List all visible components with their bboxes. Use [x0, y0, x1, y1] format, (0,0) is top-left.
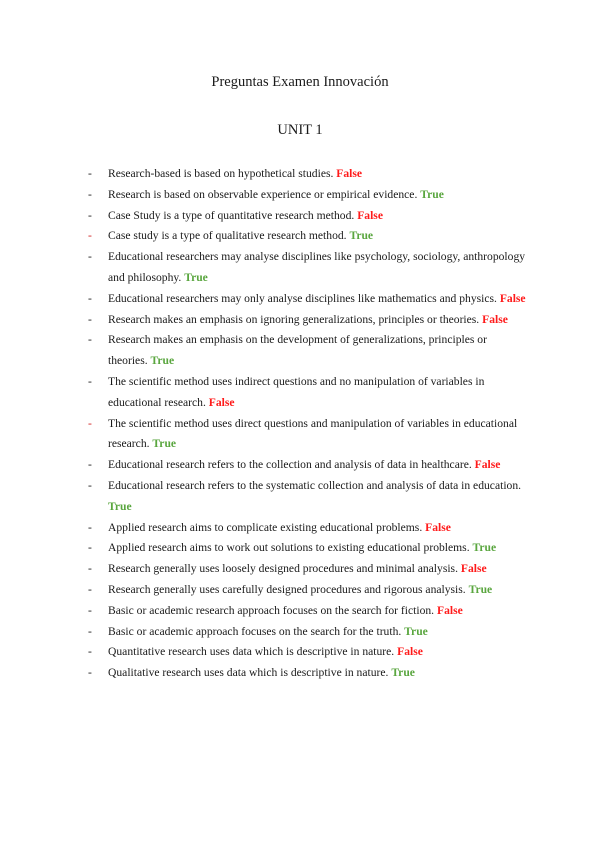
answer-false: False — [482, 312, 508, 326]
list-item — [88, 476, 528, 518]
question-text: Applied research aims to work out solutions to existing educational problems. — [108, 541, 473, 555]
question-text: Research makes an emphasis on the development of generalizations, principles or theories. — [108, 333, 487, 368]
bullet-dash: - — [88, 541, 92, 555]
bullet-dash: - — [88, 603, 92, 617]
bullet-dash: - — [88, 562, 92, 576]
bullet-dash: - — [88, 624, 92, 638]
answer-false: False — [460, 562, 487, 576]
answer-false: False — [208, 395, 235, 409]
question-text: Research-based is based on hypothetical studies. — [108, 167, 337, 180]
question-text: Educational research refers to the systematic collection and analysis of data in education. — [108, 478, 522, 492]
list-item — [88, 206, 528, 227]
bullet-dash: - — [88, 208, 92, 222]
answer-false: False — [499, 291, 526, 305]
question-text: Research is based on observable experience or empirical evidence. — [108, 187, 421, 201]
answer-false: False — [474, 458, 501, 472]
bullet-dash: - — [88, 582, 92, 596]
list-item — [88, 622, 528, 643]
list-item — [88, 601, 528, 622]
list-item — [88, 164, 528, 185]
list-item — [88, 185, 528, 206]
list-item — [88, 310, 528, 331]
answer-true: True — [152, 437, 177, 451]
answer-true: True — [472, 541, 497, 555]
list-item — [88, 663, 528, 684]
answer-true: True — [184, 270, 208, 284]
bullet-dash: - — [88, 416, 92, 430]
question-list — [88, 164, 528, 684]
answer-true: True — [468, 582, 493, 596]
bullet-dash: - — [88, 312, 92, 326]
list-item — [88, 414, 528, 456]
bullet-dash: - — [88, 520, 92, 534]
question-text: Educational researchers may analyse disciplines like psychology, sociology, anthropology and philosophy. — [108, 250, 526, 284]
list-item — [88, 289, 528, 310]
bullet-dash: - — [88, 645, 92, 659]
list-item — [88, 226, 528, 247]
answer-true: True — [108, 499, 132, 513]
question-text: Case study is a type of qualitative research method. — [108, 229, 350, 243]
question-text: Case Study is a type of quantitative research method. — [108, 208, 358, 222]
bullet-dash: - — [88, 291, 92, 305]
bullet-dash: - — [88, 187, 92, 201]
document-title: Preguntas Examen Innovación — [211, 74, 389, 90]
answer-true: True — [420, 187, 444, 201]
list-item — [88, 455, 528, 476]
answer-true: True — [404, 624, 428, 638]
answer-false: False — [357, 208, 383, 222]
question-text: Research makes an emphasis on ignoring generalizations, principles or theories. — [108, 312, 483, 326]
list-item — [88, 518, 528, 539]
list-item — [88, 642, 528, 663]
bullet-dash: - — [88, 333, 92, 347]
answer-true: True — [150, 354, 175, 368]
question-text: The scientific method uses indirect questions and no manipulation of variables in educational research. — [108, 374, 485, 409]
list-item — [88, 538, 528, 559]
answer-true: True — [349, 229, 374, 243]
bullet-dash: - — [88, 167, 92, 180]
answer-false: False — [336, 167, 363, 180]
question-text: Educational research refers to the collection and analysis of data in healthcare. — [108, 458, 475, 472]
question-text: Basic or academic approach focuses on the search for the truth. — [108, 624, 405, 638]
list-item — [88, 330, 528, 372]
answer-true: True — [391, 666, 415, 680]
question-text: Quantitative research uses data which is descriptive in nature. — [108, 645, 398, 659]
question-text: Qualitative research uses data which is descriptive in nature. — [108, 666, 392, 680]
question-text: Research generally uses carefully designed procedures and rigorous analysis. — [108, 582, 469, 596]
question-text: Basic or academic research approach focuses on the search for fiction. — [108, 603, 437, 617]
question-text: The scientific method uses direct questions and manipulation of variables in educational research. — [108, 416, 518, 451]
list-item — [88, 372, 528, 414]
unit-heading: UNIT 1 — [277, 122, 323, 138]
bullet-dash: - — [88, 374, 92, 388]
question-text: Applied research aims to complicate existing educational problems. — [108, 520, 426, 534]
bullet-dash: - — [88, 478, 92, 492]
list-item — [88, 247, 528, 289]
list-item — [88, 580, 528, 601]
answer-false: False — [397, 645, 423, 659]
list-item — [88, 559, 528, 580]
bullet-dash: - — [88, 666, 92, 680]
answer-false: False — [436, 603, 463, 617]
bullet-dash: - — [88, 250, 92, 264]
question-text: Research generally uses loosely designed procedures and minimal analysis. — [108, 562, 461, 576]
bullet-dash: - — [88, 458, 92, 472]
answer-false: False — [425, 520, 451, 534]
question-text: Educational researchers may only analyse disciplines like mathematics and physics. — [108, 291, 500, 305]
bullet-dash: - — [88, 229, 92, 243]
